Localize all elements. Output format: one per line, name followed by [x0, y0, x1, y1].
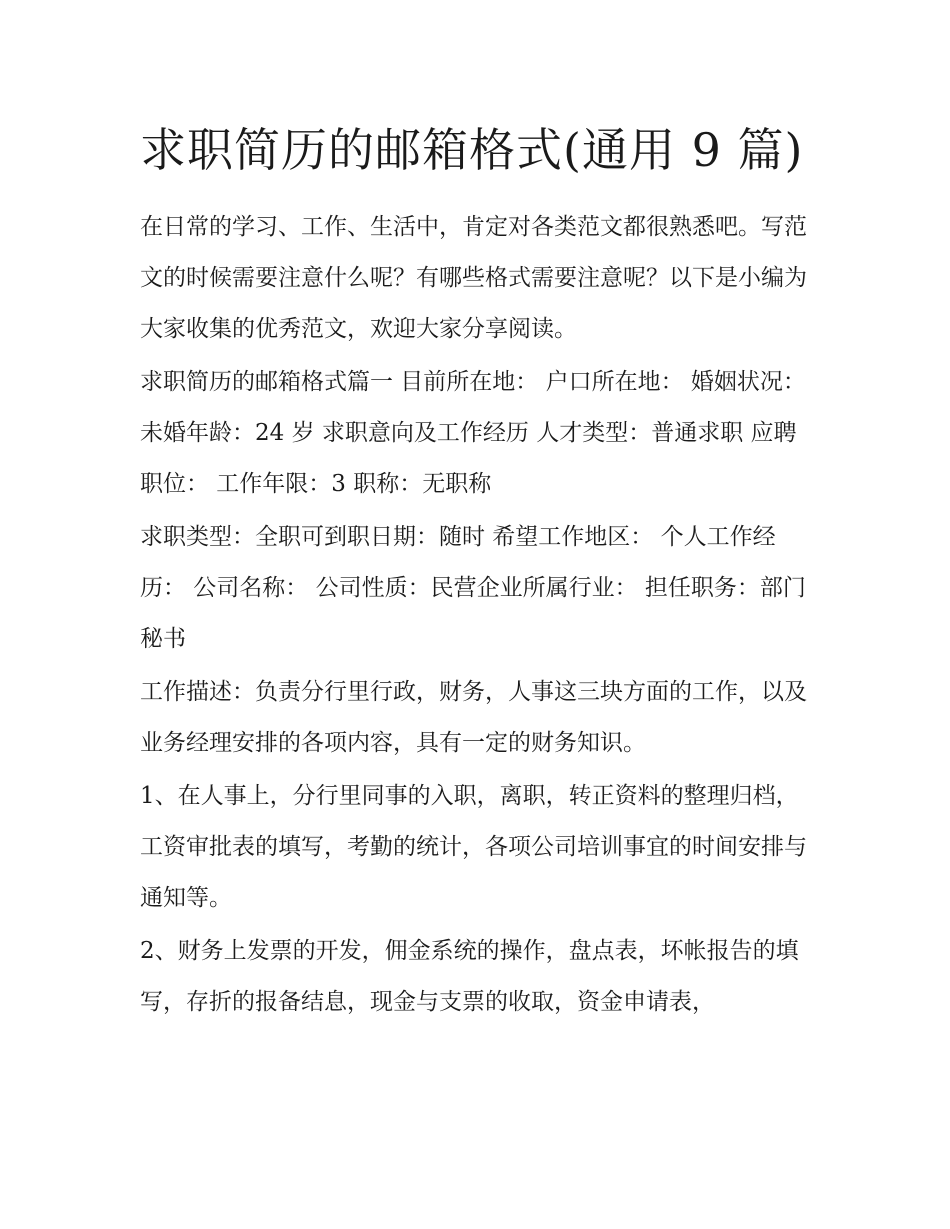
- intro-paragraph: 在日常的学习、工作、生活中，肯定对各类范文都很熟悉吧。写范文的时候需要注意什么呢？有哪些格式需要注意呢？以下是小编为大家收集的优秀范文，欢迎大家分享阅读。: [140, 214, 807, 342]
- resume-paragraph-1: 求职简历的邮箱格式篇一 目前所在地： 户口所在地： 婚姻状况：未婚年龄：24 岁 求职意向及工作经历 人才类型：普通求职 应聘职位： 工作年限：3 职称：无职称: [140, 369, 806, 497]
- work-description-paragraph: 工作描述：负责分行里行政，财务，人事这三块方面的工作，以及业务经理安排的各项内容，具有一定的财务知识。: [140, 679, 807, 756]
- document-body: [140, 112, 812, 1030]
- document-title: 求职简历的邮箱格式(通用 9 篇): [140, 123, 804, 177]
- resume-paragraph-2: 求职类型：全职可到职日期：随时 希望工作地区： 个人工作经历： 公司名称： 公司性质：民营企业所属行业： 担任职务：部门秘书: [140, 524, 806, 652]
- duty-item-1: 1、在人事上，分行里同事的入职，离职，转正资料的整理归档，工资审批表的填写，考勤的统计，各项公司培训事宜的时间安排与通知等。: [140, 783, 807, 911]
- duty-item-2: 2、财务上发票的开发，佣金系统的操作，盘点表，坏帐报告的填写，存折的报备结息，现金与支票的收取，资金申请表，: [140, 938, 799, 1015]
